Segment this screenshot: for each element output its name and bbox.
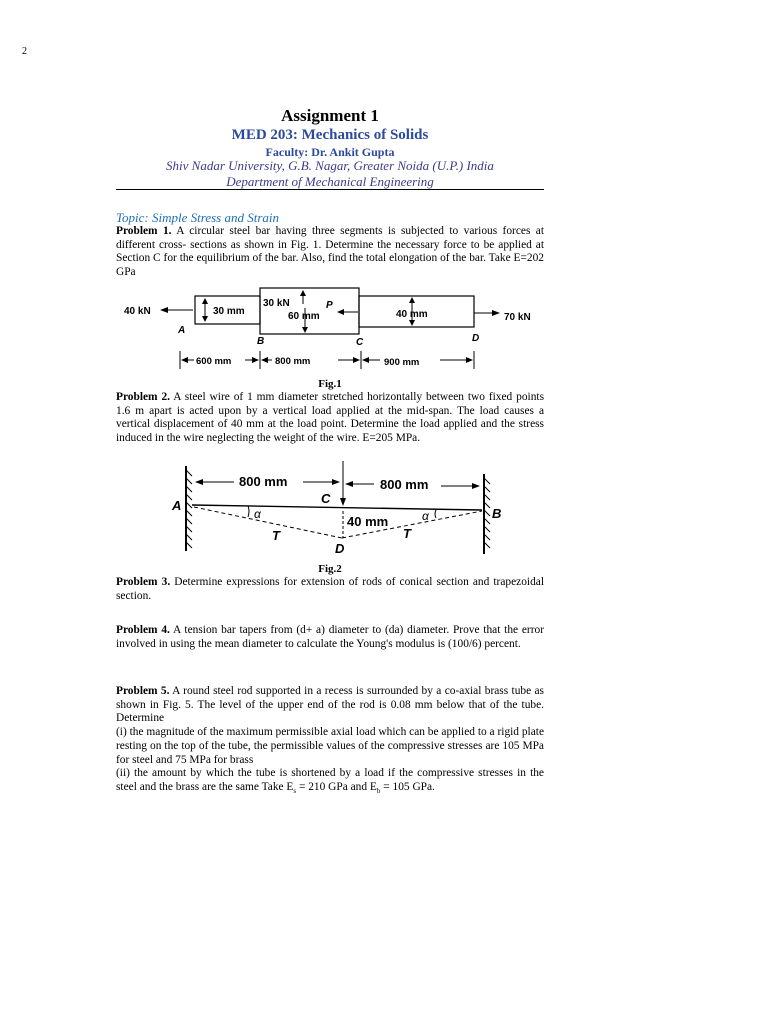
fig1-point-b: B	[257, 336, 265, 347]
problem-2-label: Problem 2.	[116, 391, 170, 403]
fig2-angle-left: α	[254, 507, 261, 521]
fig2-displacement: 40 mm	[347, 514, 389, 529]
problem-2-text: A steel wire of 1 mm diameter stretched horizontally between two fixed points 1.6 m apart is acted upon by a vertical load applied at the mid-span. The load causes a vertical displacement of 40 mm at the load point. Determine the load applied and the stress induced in the wire neglecting the weight of the wire. E=205 MPa.	[116, 391, 544, 445]
fig1-dia-ab: 30 mm	[213, 306, 245, 317]
fig1-force-b: 30 kN	[263, 298, 290, 309]
problem-5-text: A round steel rod supported in a recess is surrounded by a co-axial brass tube as shown in Fig. 5. The level of the upper end of the rod is 0.08 mm below that of the tube. Determine	[116, 685, 544, 725]
fig1-point-a: A	[178, 325, 186, 336]
problem-3-text: Determine expressions for extension of rods of conical section and trapezoidal section.	[116, 576, 544, 602]
subscript-s: s	[293, 786, 297, 795]
problem-1-label: Problem 1.	[116, 225, 172, 237]
fig2-span-right: 800 mm	[380, 477, 429, 492]
faculty-line: Faculty: Dr. Ankit Gupta	[265, 145, 395, 159]
problem-4-label: Problem 4.	[116, 624, 170, 636]
problem-5-label: Problem 5.	[116, 685, 170, 697]
fig2-angle-right: α	[422, 509, 429, 523]
figure-2	[116, 456, 544, 562]
fig1-point-c: C	[356, 337, 364, 348]
fig1-force-p: P	[326, 300, 333, 311]
problem-3	[116, 576, 544, 603]
topic-heading: Topic: Simple Stress and Strain	[116, 210, 279, 225]
problem-5-part-i: (i) the magnitude of the maximum permissible axial load which can be applied to a rigid plate resting on the top of the tube, the permissible values of the compressive stresses are 105 MPa for steel and 75 MPa for brass	[116, 726, 544, 766]
fig1-len-ab: 600 mm	[196, 356, 232, 367]
fig2-point-a: A	[172, 498, 182, 513]
university-line: Shiv Nadar University, G.B. Nagar, Greater Noida (U.P.) India	[166, 158, 494, 173]
fig1-point-d: D	[472, 333, 480, 344]
fig2-point-b: B	[492, 506, 502, 521]
fig1-dia-bc: 60 mm	[288, 311, 320, 322]
problem-4-text: A tension bar tapers from (d+ a) diameter to (da) diameter. Prove that the error involved in using the mean diameter to calculate the Young's modulus is (100/6) percent.	[116, 624, 545, 650]
fig1-right-force: 70 kN	[504, 312, 531, 323]
fig1-caption: Fig.1	[318, 378, 342, 390]
header-divider	[116, 189, 544, 190]
problem-1	[116, 225, 544, 280]
fig2-caption: Fig.2	[318, 563, 342, 575]
problem-4	[116, 624, 544, 651]
fig2-wire	[192, 505, 482, 510]
problem-5-part-ii: (ii) the amount by which the tube is shortened by a load if the compressive stresses in the steel and the brass are the same Take $E_s = 210$ GPa and $E_b = 105$ GPa.	[116, 767, 544, 795]
course-title: MED 203: Mechanics of Solids	[231, 127, 429, 143]
fig2-span-left: 800 mm	[239, 474, 288, 489]
page-number: 2	[22, 46, 27, 57]
fig1-len-bc: 800 mm	[275, 356, 311, 367]
subscript-b: b	[376, 786, 381, 795]
fig2-point-c: C	[321, 491, 331, 506]
problem-3-label: Problem 3.	[116, 576, 171, 588]
problem-5	[116, 685, 544, 799]
figure-1	[116, 286, 544, 376]
fig1-dia-cd: 40 mm	[396, 309, 428, 320]
department-line: Department of Mechanical Engineering	[226, 174, 434, 189]
problem-1-text: A circular steel bar having three segments is subjected to various forces at different cross- sections as shown in Fig. 1. Determine the necessary force to be applied at Section C for the equilibrium of the bar. Also, find the total elongation of the bar. Take E=202 GPa	[116, 225, 544, 279]
fig1-left-force: 40 kN	[124, 306, 151, 317]
fig2-point-d: D	[335, 541, 345, 556]
problem-2	[116, 391, 544, 446]
fig1-len-cd: 900 mm	[384, 357, 420, 368]
fig2-tension-right: T	[403, 526, 411, 541]
assignment-title: Assignment 1	[281, 106, 379, 125]
fig2-tension-left: T	[272, 528, 280, 543]
